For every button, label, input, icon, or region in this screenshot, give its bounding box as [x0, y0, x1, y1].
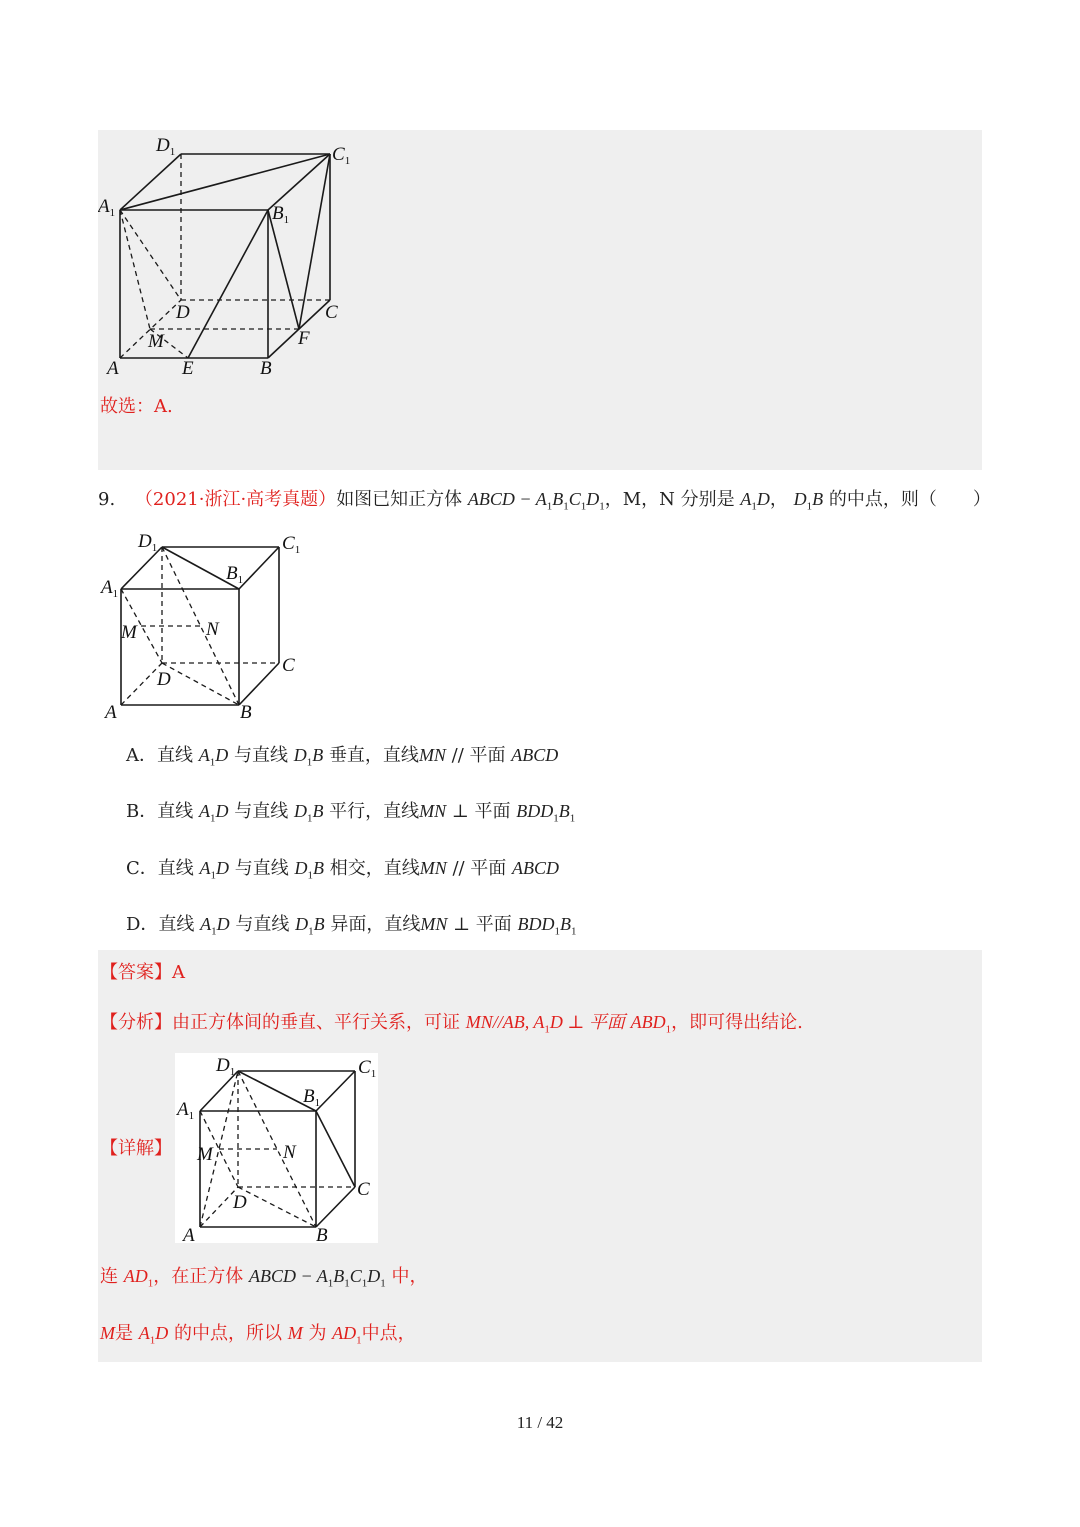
svg-text:B1: $B_1$ [226, 563, 244, 586]
svg-text:C1: $C_1$ [282, 533, 301, 556]
svg-text:D1: $D_1$ [156, 135, 176, 158]
svg-text:M: M [148, 331, 164, 352]
svg-text:B1: $B_1$ [303, 1086, 321, 1109]
svg-text:A: A [107, 358, 119, 379]
question-source: （2021·浙江·高考真题） [134, 489, 337, 510]
svg-text:A: A [105, 702, 117, 723]
svg-text:D1: $D_1$ [216, 1055, 236, 1078]
question-number: 9. [98, 489, 116, 510]
svg-text:A1: $A_1$ [177, 1099, 195, 1122]
detail-tag: 【详解】 [100, 1138, 172, 1159]
svg-text:M: M [121, 622, 137, 643]
svg-text:N: N [283, 1142, 296, 1163]
svg-text:C1: $C_1$ [358, 1057, 377, 1080]
svg-text:B: B [260, 358, 272, 379]
analysis-line: 【分析】由正方体间的垂直、平行关系，可证 MN//AB, $A_1D$ ⊥ 平面 $ABD_1$，即可得出结论. [100, 1012, 803, 1036]
cube-figure-3 [175, 1053, 378, 1243]
question-stem: 9. （2021·浙江·高考真题）如图已知正方体 ABCD − $A_1B_1C_1D_1$，M，N 分别是 $A_1D$， $D_1B$ 的中点，则（ ） [98, 489, 991, 513]
svg-text:A: A [183, 1225, 195, 1243]
svg-text:D1: $D_1$ [138, 531, 158, 554]
svg-text:B1: $B_1$ [272, 203, 290, 226]
cube-figure-2 [98, 527, 318, 727]
detail-line-2: M是 $A_1D$ 的中点，所以 M 为 $AD_1$中点， [100, 1323, 416, 1347]
option-a[interactable]: A．直线 $A_1D$ 与直线 $D_1B$ 垂直，直线MN // 平面 ABCD [126, 745, 559, 769]
svg-text:M: M [197, 1144, 213, 1165]
svg-text:C: C [357, 1179, 370, 1200]
answer-line [100, 961, 185, 985]
svg-text:D: D [233, 1192, 247, 1213]
answer-value: A [172, 962, 185, 983]
svg-text:C: C [282, 655, 295, 676]
svg-text:A1: $A_1$ [98, 196, 116, 219]
conclusion-line: 故选：A. [100, 396, 173, 417]
svg-text:D: D [176, 302, 190, 323]
svg-text:C: C [325, 302, 338, 323]
option-b[interactable]: B．直线 $A_1D$ 与直线 $D_1B$ 平行，直线MN ⊥ 平面 $BDD_1B_1$ [126, 801, 576, 825]
cube-figure-1 [98, 130, 368, 385]
label-D1: D [156, 135, 170, 156]
svg-text:E: E [182, 358, 194, 379]
option-d[interactable]: D．直线 $A_1D$ 与直线 $D_1B$ 异面，直线MN ⊥ 平面 $BDD_1B_1$ [126, 914, 577, 938]
svg-text:C1: $C_1$ [332, 144, 351, 167]
svg-text:A1: $A_1$ [101, 577, 119, 600]
detail-line-1: 连 $AD_1$，在正方体 ABCD − $A_1B_1C_1D_1$ 中， [100, 1266, 428, 1290]
page-number: 11 / 42 [516, 1413, 564, 1432]
svg-text:B: B [316, 1225, 328, 1243]
option-c[interactable]: C．直线 $A_1D$ 与直线 $D_1B$ 相交，直线MN // 平面 ABCD [126, 858, 560, 882]
svg-text:F: F [298, 328, 310, 349]
svg-text:N: N [206, 619, 219, 640]
answer-tag: 【答案】 [100, 962, 172, 983]
svg-text:D: D [157, 669, 171, 690]
svg-text:B: B [240, 702, 252, 723]
